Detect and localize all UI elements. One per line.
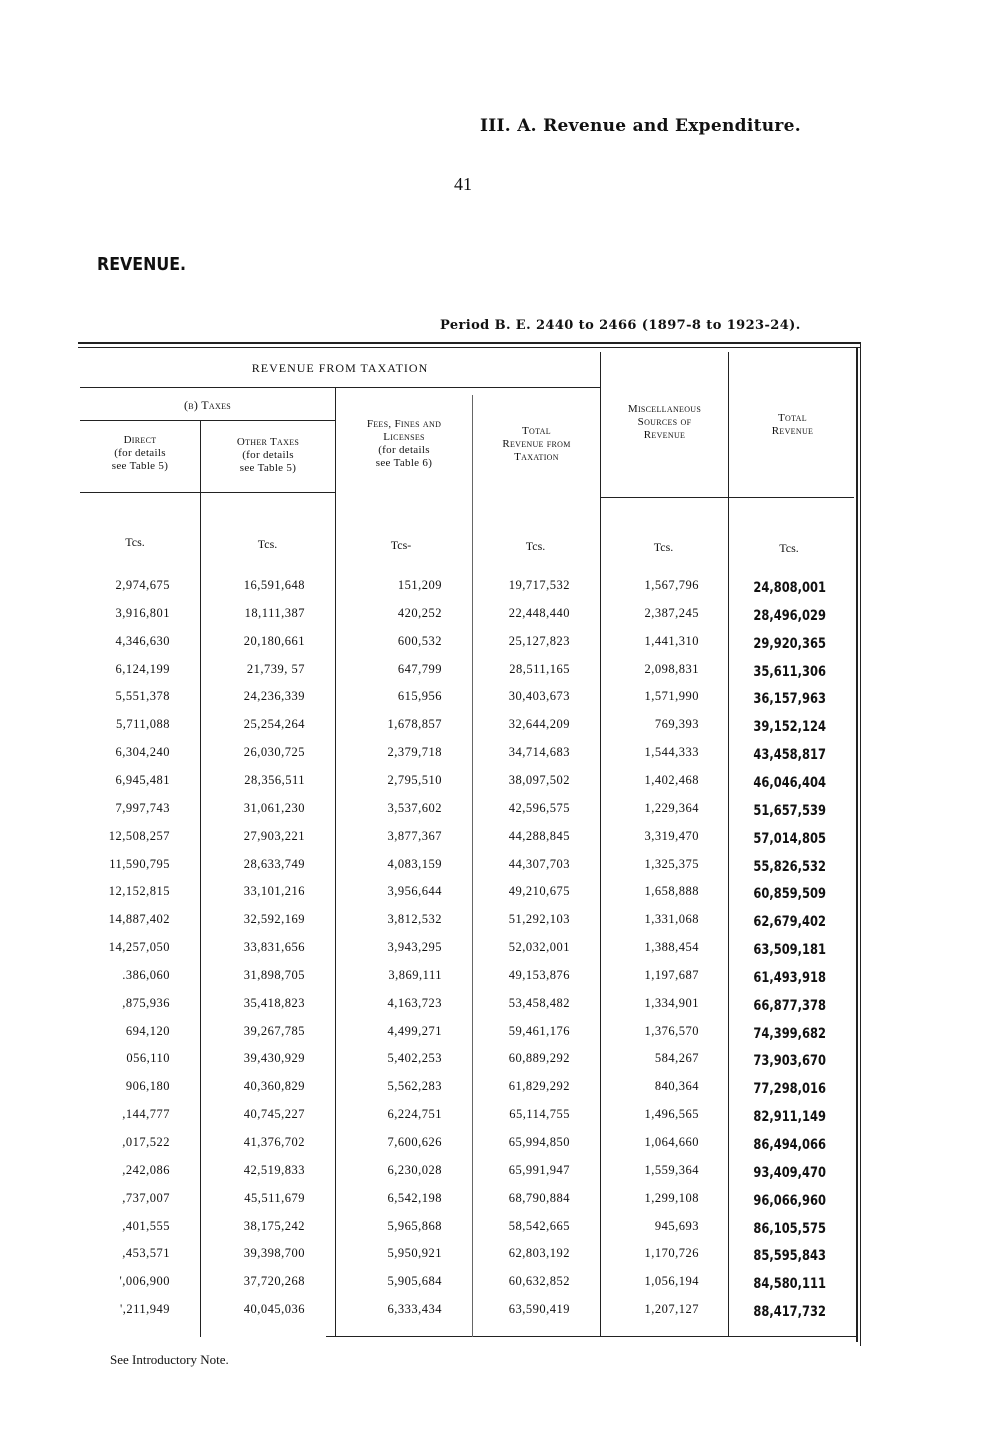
cell-miscellaneous: 1,441,310 bbox=[644, 633, 699, 648]
cell-miscellaneous: 1,376,570 bbox=[644, 1023, 699, 1038]
header-total-revenue: Total Revenue bbox=[771, 412, 814, 437]
cell-total-taxation: 63,590,419 bbox=[508, 1302, 570, 1317]
taxation-group-rule bbox=[80, 387, 600, 388]
cell-total-revenue: 60,859,509 bbox=[753, 886, 826, 903]
cell-total-taxation: 25,127,823 bbox=[508, 633, 570, 648]
cell-direct: 694,120 bbox=[125, 1023, 170, 1038]
cell-total-taxation: 38,097,502 bbox=[508, 772, 570, 787]
cell-total-revenue: 39,152,124 bbox=[753, 719, 826, 736]
cell-total-taxation: 30,403,673 bbox=[508, 689, 570, 704]
cell-miscellaneous: 1,064,660 bbox=[644, 1135, 699, 1149]
cell-direct: ,144,777 bbox=[122, 1107, 170, 1122]
cell-other-taxes: 20,180,661 bbox=[243, 633, 305, 648]
cell-direct: 2,974,675 bbox=[115, 578, 170, 592]
cell-other-taxes: 35,418,823 bbox=[243, 995, 305, 1010]
cell-other-taxes: 39,430,929 bbox=[243, 1051, 305, 1066]
cell-total-taxation: 51,292,103 bbox=[508, 912, 570, 927]
cell-miscellaneous: 1,559,364 bbox=[644, 1162, 699, 1177]
cell-total-taxation: 32,644,209 bbox=[508, 717, 570, 732]
cell-other-taxes: 25,254,264 bbox=[243, 717, 305, 732]
cell-fees: 1,678,857 bbox=[387, 717, 442, 732]
cell-miscellaneous: 1,325,375 bbox=[644, 856, 699, 871]
cell-other-taxes: 26,030,725 bbox=[243, 745, 305, 760]
cell-total-revenue: 57,014,805 bbox=[753, 830, 826, 847]
header-fees: Fees, Fines and Licenses (for details see Table 6) bbox=[366, 418, 442, 469]
cell-other-taxes: 32,592,169 bbox=[243, 912, 305, 927]
cell-miscellaneous: 1,571,990 bbox=[644, 689, 699, 704]
cell-total-revenue: 86,105,575 bbox=[753, 1220, 826, 1237]
cell-miscellaneous: 584,267 bbox=[654, 1051, 699, 1066]
cell-direct: ',211,949 bbox=[119, 1302, 170, 1317]
cell-miscellaneous: 1,567,796 bbox=[644, 578, 699, 592]
cell-miscellaneous: 1,496,565 bbox=[644, 1107, 699, 1122]
cell-other-taxes: 16,591,648 bbox=[243, 578, 305, 592]
table-top-rule bbox=[78, 342, 861, 344]
unit-total-taxation: Tcs. bbox=[525, 539, 546, 553]
header-total-taxation: Total Revenue from Taxation bbox=[502, 425, 571, 463]
cell-total-taxation: 65,991,947 bbox=[508, 1162, 570, 1177]
cell-total-revenue: 96,066,960 bbox=[753, 1192, 826, 1209]
cell-total-taxation: 52,032,001 bbox=[508, 940, 570, 955]
header-other-taxes: Other Taxes (for details see Table 5) bbox=[236, 436, 300, 474]
cell-other-taxes: 38,175,242 bbox=[243, 1218, 305, 1233]
cell-miscellaneous: 1,388,454 bbox=[644, 940, 699, 955]
cell-total-taxation: 53,458,482 bbox=[508, 995, 570, 1010]
cell-other-taxes: 40,745,227 bbox=[243, 1107, 305, 1122]
cell-direct: 12,152,815 bbox=[108, 884, 170, 899]
cell-total-revenue: 85,595,843 bbox=[753, 1248, 826, 1265]
cell-total-taxation: 19,717,532 bbox=[508, 578, 570, 592]
cell-direct: 6,124,199 bbox=[115, 661, 170, 676]
cell-direct: 5,711,088 bbox=[115, 717, 170, 732]
cell-fees: 3,877,367 bbox=[387, 828, 442, 843]
cell-direct: .386,060 bbox=[122, 967, 170, 982]
cell-direct: 14,257,050 bbox=[108, 940, 170, 955]
cell-fees: 2,795,510 bbox=[387, 772, 442, 787]
cell-other-taxes: 39,267,785 bbox=[243, 1023, 305, 1038]
cell-direct: 906,180 bbox=[125, 1079, 170, 1094]
header-direct: Direct (for details see Table 5) bbox=[111, 434, 169, 472]
cell-other-taxes: 31,898,705 bbox=[243, 967, 305, 982]
cell-other-taxes: 37,720,268 bbox=[243, 1274, 305, 1289]
cell-miscellaneous: 945,693 bbox=[654, 1218, 699, 1233]
column-divider-4 bbox=[600, 352, 601, 1337]
unit-fees: Tcs- bbox=[390, 538, 412, 552]
cell-miscellaneous: 1,331,068 bbox=[644, 912, 699, 927]
cell-other-taxes: 24,236,339 bbox=[243, 689, 305, 704]
cell-fees: 4,163,723 bbox=[387, 995, 442, 1010]
cell-miscellaneous: 1,207,127 bbox=[644, 1302, 699, 1317]
table-top-rule-2 bbox=[78, 347, 861, 348]
cell-total-revenue: 29,920,365 bbox=[753, 635, 826, 652]
header-bottom-rule-2 bbox=[600, 497, 854, 498]
table-right-border bbox=[856, 347, 858, 1342]
table-bottom-rule bbox=[326, 1336, 858, 1337]
cell-total-taxation: 61,829,292 bbox=[508, 1079, 570, 1094]
cell-direct: 6,304,240 bbox=[115, 745, 170, 760]
cell-miscellaneous: 769,393 bbox=[654, 717, 699, 732]
cell-total-taxation: 62,803,192 bbox=[508, 1246, 570, 1261]
cell-fees: 3,812,532 bbox=[387, 912, 442, 927]
cell-total-taxation: 60,889,292 bbox=[508, 1051, 570, 1066]
section-title: III. A. Revenue and Expenditure. bbox=[480, 116, 801, 136]
cell-total-revenue: 74,399,682 bbox=[753, 1025, 826, 1042]
cell-miscellaneous: 2,387,245 bbox=[644, 605, 699, 620]
cell-other-taxes: 18,111,387 bbox=[244, 605, 305, 620]
cell-fees: 3,869,111 bbox=[388, 967, 442, 982]
cell-other-taxes: 33,101,216 bbox=[243, 884, 305, 899]
cell-miscellaneous: 1,170,726 bbox=[644, 1246, 699, 1261]
cell-miscellaneous: 1,197,687 bbox=[644, 967, 699, 982]
cell-direct: 5,551,378 bbox=[115, 689, 170, 704]
cell-fees: 5,905,684 bbox=[387, 1274, 442, 1289]
table-right-border-2 bbox=[860, 342, 861, 1346]
cell-miscellaneous: 1,402,468 bbox=[644, 772, 699, 787]
unit-miscellaneous: Tcs. bbox=[653, 540, 674, 554]
cell-total-revenue: 61,493,918 bbox=[753, 969, 826, 986]
revenue-heading: REVENUE. bbox=[97, 254, 187, 275]
header-miscellaneous: Miscellaneous Sources of Revenue bbox=[627, 403, 702, 441]
taxes-group-rule bbox=[80, 420, 335, 421]
cell-direct: ,401,555 bbox=[122, 1218, 170, 1233]
cell-direct: 11,590,795 bbox=[109, 856, 170, 871]
cell-other-taxes: 28,356,511 bbox=[244, 772, 305, 787]
cell-other-taxes: 27,903,221 bbox=[243, 828, 305, 843]
cell-total-revenue: 84,580,111 bbox=[753, 1276, 826, 1293]
cell-miscellaneous: 1,056,194 bbox=[644, 1274, 699, 1289]
cell-miscellaneous: 1,658,888 bbox=[644, 884, 699, 899]
cell-other-taxes: 42,519,833 bbox=[243, 1162, 305, 1177]
cell-fees: 2,379,718 bbox=[387, 745, 442, 760]
cell-miscellaneous: 1,229,364 bbox=[644, 800, 699, 815]
cell-total-revenue: 63,509,181 bbox=[753, 942, 826, 959]
cell-total-taxation: 65,994,850 bbox=[508, 1135, 570, 1149]
cell-fees: 6,224,751 bbox=[387, 1107, 442, 1122]
cell-direct: ,875,936 bbox=[122, 995, 170, 1010]
cell-total-taxation: 49,153,876 bbox=[508, 967, 570, 982]
cell-miscellaneous: 3,319,470 bbox=[644, 828, 699, 843]
cell-total-taxation: 34,714,683 bbox=[508, 745, 570, 760]
cell-fees: 6,542,198 bbox=[387, 1190, 442, 1205]
cell-direct: 14,887,402 bbox=[108, 912, 170, 927]
cell-total-taxation: 58,542,665 bbox=[508, 1218, 570, 1233]
cell-total-revenue: 93,409,470 bbox=[753, 1164, 826, 1181]
cell-direct: ,242,086 bbox=[122, 1162, 170, 1177]
cell-miscellaneous: 1,334,901 bbox=[644, 995, 699, 1010]
cell-other-taxes: 28,633,749 bbox=[243, 856, 305, 871]
cell-miscellaneous: 2,098,831 bbox=[644, 661, 699, 676]
cell-direct: 3,916,801 bbox=[115, 605, 170, 620]
cell-fees: 3,956,644 bbox=[387, 884, 442, 899]
cell-miscellaneous: 1,299,108 bbox=[644, 1190, 699, 1205]
cell-total-revenue: 43,458,817 bbox=[753, 747, 826, 764]
cell-total-revenue: 51,657,539 bbox=[753, 802, 826, 819]
cell-miscellaneous: 840,364 bbox=[654, 1079, 699, 1094]
cell-direct: 056,110 bbox=[126, 1051, 170, 1066]
cell-total-taxation: 65,114,755 bbox=[509, 1107, 570, 1122]
cell-fees: 615,956 bbox=[397, 689, 442, 704]
cell-total-revenue: 62,679,402 bbox=[753, 914, 826, 931]
cell-fees: 4,499,271 bbox=[387, 1023, 442, 1038]
cell-fees: 7,600,626 bbox=[387, 1135, 442, 1149]
footnote: See Introductory Note. bbox=[110, 1352, 229, 1367]
cell-fees: 5,402,253 bbox=[387, 1051, 442, 1066]
cell-direct: 7,997,743 bbox=[115, 800, 170, 815]
group-header-taxation: REVENUE FROM TAXATION bbox=[251, 361, 429, 375]
cell-direct: ,737,007 bbox=[122, 1190, 170, 1205]
cell-total-revenue: 28,496,029 bbox=[753, 607, 826, 624]
cell-direct: ',006,900 bbox=[119, 1274, 170, 1289]
cell-other-taxes: 40,045,036 bbox=[243, 1302, 305, 1317]
period-line: Period B. E. 2440 to 2466 (1897-8 to 1923-24). bbox=[440, 318, 801, 333]
cell-other-taxes: 39,398,700 bbox=[243, 1246, 305, 1261]
cell-total-taxation: 60,632,852 bbox=[508, 1274, 570, 1289]
cell-fees: 6,333,434 bbox=[387, 1302, 442, 1317]
cell-fees: 4,083,159 bbox=[387, 856, 442, 871]
unit-direct: Tcs. bbox=[125, 535, 145, 549]
cell-total-revenue: 46,046,404 bbox=[753, 774, 826, 791]
cell-other-taxes: 31,061,230 bbox=[243, 800, 305, 815]
cell-other-taxes: 33,831,656 bbox=[243, 940, 305, 955]
cell-total-taxation: 44,288,845 bbox=[508, 828, 570, 843]
cell-total-revenue: 36,157,963 bbox=[753, 691, 826, 708]
cell-fees: 5,562,283 bbox=[387, 1079, 442, 1094]
page-number: 41 bbox=[454, 174, 472, 194]
cell-total-taxation: 42,596,575 bbox=[508, 800, 570, 815]
cell-total-revenue: 77,298,016 bbox=[753, 1081, 826, 1098]
cell-fees: 647,799 bbox=[397, 661, 442, 676]
taxes-header: (b) Taxes bbox=[183, 398, 232, 412]
cell-fees: 5,950,921 bbox=[387, 1246, 442, 1261]
unit-other-taxes: Tcs. bbox=[257, 537, 278, 551]
cell-fees: 151,209 bbox=[397, 578, 442, 592]
cell-total-taxation: 44,307,703 bbox=[508, 856, 570, 871]
cell-total-revenue: 82,911,149 bbox=[753, 1109, 826, 1126]
cell-total-taxation: 59,461,176 bbox=[508, 1023, 570, 1038]
cell-other-taxes: 41,376,702 bbox=[243, 1135, 305, 1149]
cell-total-revenue: 73,903,670 bbox=[753, 1053, 826, 1070]
cell-other-taxes: 45,511,679 bbox=[244, 1190, 305, 1205]
cell-fees: 420,252 bbox=[397, 605, 442, 620]
cell-total-taxation: 68,790,884 bbox=[508, 1190, 570, 1205]
cell-total-taxation: 49,210,675 bbox=[508, 884, 570, 899]
cell-total-revenue: 24,808,001 bbox=[753, 580, 826, 596]
cell-direct: 6,945,481 bbox=[115, 772, 170, 787]
cell-fees: 3,537,602 bbox=[387, 800, 442, 815]
cell-other-taxes: 40,360,829 bbox=[243, 1079, 305, 1094]
cell-fees: 6,230,028 bbox=[387, 1162, 442, 1177]
cell-direct: ,453,571 bbox=[122, 1246, 170, 1261]
header-bottom-rule bbox=[80, 492, 335, 493]
cell-fees: 600,532 bbox=[397, 633, 442, 648]
cell-total-taxation: 22,448,440 bbox=[508, 605, 570, 620]
cell-direct: 4,346,630 bbox=[115, 633, 170, 648]
cell-total-taxation: 28,511,165 bbox=[509, 661, 570, 676]
cell-total-revenue: 66,877,378 bbox=[753, 997, 826, 1014]
cell-total-revenue: 55,826,532 bbox=[753, 858, 826, 875]
cell-other-taxes: 21,739, 57 bbox=[246, 661, 305, 676]
cell-direct: 12,508,257 bbox=[108, 828, 170, 843]
cell-fees: 5,965,868 bbox=[387, 1218, 442, 1233]
cell-total-revenue: 35,611,306 bbox=[753, 663, 826, 680]
cell-total-revenue: 88,417,732 bbox=[753, 1304, 826, 1321]
cell-direct: ,017,522 bbox=[122, 1135, 170, 1149]
unit-total-revenue: Tcs. bbox=[779, 541, 799, 555]
cell-miscellaneous: 1,544,333 bbox=[644, 745, 699, 760]
cell-fees: 3,943,295 bbox=[387, 940, 442, 955]
cell-total-revenue: 86,494,066 bbox=[753, 1137, 826, 1153]
